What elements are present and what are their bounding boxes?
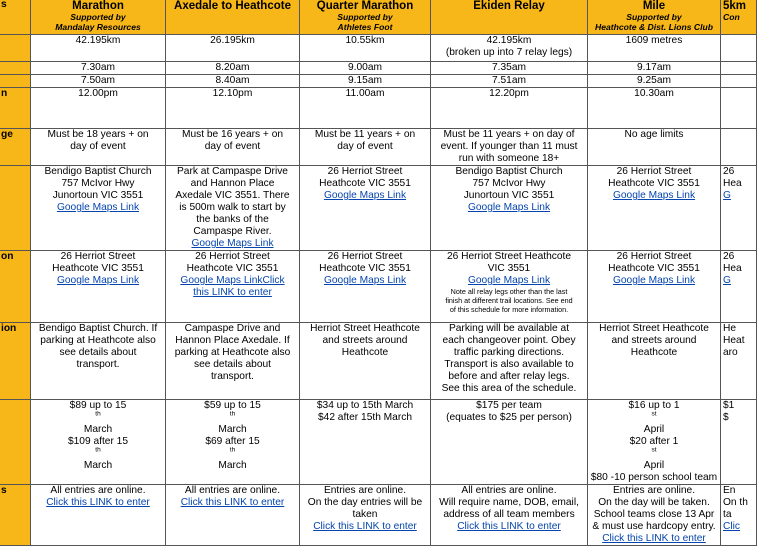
address-line: 757 McIvor Hwy <box>472 178 546 189</box>
row-label: n <box>0 88 31 129</box>
age-text: Must be 18 years + on <box>47 129 149 140</box>
start-location-cell <box>166 166 300 251</box>
fee-line <box>168 436 297 472</box>
parking-line: each changeover point. Obey <box>442 335 576 346</box>
parking-row <box>0 323 757 400</box>
parking-cell <box>300 323 431 400</box>
fee-line <box>168 400 297 436</box>
address-line: Hea <box>723 263 742 274</box>
row-label: s <box>0 485 31 546</box>
parking-line: Parking will be available at <box>448 323 570 334</box>
age-cell <box>31 129 166 166</box>
time-text: 8.20am <box>215 62 250 73</box>
age-text: day of event <box>337 141 393 152</box>
fee-amount: $109 after 15 <box>67 436 129 447</box>
google-maps-link[interactable]: Google Maps LinkClick <box>180 275 285 286</box>
start-location-cell <box>431 166 588 251</box>
fee-line <box>33 400 163 436</box>
row-label: ion <box>0 323 31 400</box>
address-line: Junortoun VIC 3551 <box>463 190 555 201</box>
entry-cell <box>31 485 166 546</box>
parking-cell <box>431 323 588 400</box>
address-line: Heathcote VIC 3551 <box>608 178 700 189</box>
google-maps-link[interactable]: Google Maps Link <box>323 275 407 286</box>
distance-cell <box>588 35 721 62</box>
sponsor-line: Con <box>723 12 740 22</box>
time-cell <box>588 75 721 88</box>
start-location-cell <box>31 166 166 251</box>
fee-cell <box>431 400 588 485</box>
event-header <box>431 0 588 35</box>
row-label: on <box>0 251 31 323</box>
parking-line: Heat <box>723 335 745 346</box>
time-text: 12.10pm <box>212 88 253 99</box>
age-row <box>0 129 757 166</box>
time-cell <box>166 75 300 88</box>
google-maps-link[interactable]: Google Maps Link <box>191 238 274 249</box>
google-maps-link[interactable]: Google Maps Link <box>56 275 140 286</box>
event-title: 5km <box>723 0 747 12</box>
distance-row <box>0 35 757 62</box>
fee-amount: $59 up to 15 <box>204 400 261 411</box>
time-cell <box>31 88 166 129</box>
event-header <box>300 0 431 35</box>
address-line: is 500m walk to start by <box>179 202 286 213</box>
address-line: Heathcote VIC 3551 <box>608 263 700 274</box>
age-text: event. If younger than 11 must <box>440 141 578 152</box>
finish-location-cell <box>166 251 300 323</box>
time-cell <box>588 62 721 75</box>
time-text: 9.25am <box>637 75 671 86</box>
age-text: Must be 11 years + on <box>314 129 416 140</box>
age-text: run with someone 18+ <box>458 153 560 164</box>
finish-row <box>0 251 757 323</box>
fee-line: $34 up to 15th March <box>316 400 414 411</box>
age-text: Must be 16 years + on <box>181 129 284 140</box>
age-text: day of event <box>70 141 126 152</box>
row-label: s <box>0 0 31 35</box>
distance-text: 42.195km <box>486 35 532 46</box>
distance-cell <box>166 35 300 62</box>
time-text: 7.51am <box>492 75 526 86</box>
time-row-2 <box>0 75 757 88</box>
entry-line: On the day entries will be <box>307 497 423 508</box>
parking-line: see details about <box>193 359 272 370</box>
fee-line: (equates to $25 per person) <box>446 412 572 423</box>
entry-line: All entries are online. <box>50 485 146 496</box>
time-text: 7.50am <box>81 75 115 86</box>
event-title: Marathon <box>72 0 124 12</box>
sponsor-line: Athletes Foot <box>337 21 393 32</box>
time-cell <box>721 75 757 88</box>
fee-period: March <box>83 460 113 471</box>
fee-line <box>590 400 718 436</box>
sponsor-line: Supported by <box>337 12 393 22</box>
parking-line: Transport is also available to <box>444 359 574 370</box>
time-text: 7.30am <box>81 62 115 73</box>
event-title: Mile <box>642 0 666 12</box>
distance-text: 42.195km <box>75 35 121 46</box>
time-cell <box>721 88 757 129</box>
time-cell <box>31 62 166 75</box>
parking-line: and streets around <box>322 335 408 346</box>
fee-cell <box>721 400 757 485</box>
entry-line: Entries are online. <box>612 485 696 496</box>
entry-line: taken <box>352 509 378 520</box>
parking-line: parking at Heathcote also <box>174 347 291 358</box>
distance-text: 26.195km <box>210 35 255 46</box>
address-line: Hea <box>723 178 742 189</box>
fee-amount: $16 up to 1 <box>628 400 680 411</box>
fee-period: April <box>643 460 665 471</box>
entry-link[interactable]: Click this LINK to enter <box>180 497 285 508</box>
ordinal-suffix: st <box>651 446 657 454</box>
parking-cell <box>588 323 721 400</box>
row-label <box>0 35 31 62</box>
parking-line: Heathcote <box>341 347 389 358</box>
sponsor-line: Heathcote & Dist. Lions Club <box>595 21 713 32</box>
event-header <box>588 0 721 35</box>
time-cell <box>166 62 300 75</box>
address-line: 757 McIvor Hwy <box>61 178 135 189</box>
distance-cell <box>431 35 588 62</box>
time-text: 11.00am <box>345 88 385 99</box>
fee-line: $42 after 15th March <box>317 412 412 423</box>
address-line: 26 Herriot Street <box>616 166 692 177</box>
row-label: ge <box>0 129 31 166</box>
entry-link[interactable]: Click this LINK to enter <box>457 521 561 532</box>
entry-line: ta <box>723 509 732 520</box>
ordinal-suffix: th <box>229 446 236 454</box>
finish-note: finish at different trail locations. See end <box>445 296 573 305</box>
entry-line: All entries are online. <box>461 485 557 496</box>
age-cell <box>300 129 431 166</box>
address-line: 26 Herriot Street <box>327 166 403 177</box>
sponsor-line: Mandalay Resources <box>55 21 141 32</box>
address-line: Heathcote VIC 3551 <box>52 263 144 274</box>
parking-line: before and after relay legs. <box>448 371 570 382</box>
parking-line: and streets around <box>611 335 697 346</box>
entry-cell <box>166 485 300 546</box>
entry-line: On the day will be taken. <box>598 497 710 508</box>
google-maps-link[interactable]: G <box>723 275 731 286</box>
entry-link[interactable]: Click this LINK to enter <box>313 521 417 532</box>
address-line: 26 Herriot Street Heathcote <box>446 251 571 262</box>
entry-link[interactable]: Click this LINK to enter <box>46 497 150 508</box>
age-text: Must be 11 years + on day of <box>443 129 575 140</box>
header-row <box>0 0 757 35</box>
fee-line: $ <box>723 412 729 423</box>
address-line: the banks of the <box>196 214 269 225</box>
address-line: 26 Herriot Street <box>327 251 403 262</box>
google-maps-link[interactable]: G <box>723 190 731 201</box>
time-cell <box>431 75 588 88</box>
parking-line: aro <box>723 347 738 358</box>
parking-line: traffic parking directions. <box>453 347 565 358</box>
time-row-1 <box>0 62 757 75</box>
address-line: 26 Herriot Street <box>60 251 136 262</box>
fee-amount: $69 after 15 <box>205 436 260 447</box>
finish-note: Note all relay legs other than the last <box>450 287 568 296</box>
age-cell <box>431 129 588 166</box>
time-cell <box>31 75 166 88</box>
parking-line: Hannon Place Axedale. If <box>175 335 290 346</box>
fee-line: $175 per team <box>476 400 542 411</box>
event-title: Axedale to Heathcote <box>174 0 291 12</box>
parking-line: see details about <box>59 347 137 358</box>
entry-line: School teams close 13 Apr <box>593 509 715 520</box>
fee-period: April <box>643 424 665 435</box>
finish-location-cell <box>721 251 757 323</box>
distance-text: (broken up into 7 relay legs) <box>445 47 573 58</box>
start-row <box>0 166 757 251</box>
sponsor-line: Supported by <box>70 12 126 22</box>
ordinal-suffix: st <box>651 410 657 418</box>
time-text: 12.00pm <box>78 88 118 99</box>
event-title: Quarter Marathon <box>316 0 414 12</box>
address-line: Axedale VIC 3551. There <box>175 190 290 201</box>
time-cell <box>431 62 588 75</box>
google-maps-link[interactable]: Google Maps Link <box>323 190 407 201</box>
time-cell <box>588 88 721 129</box>
fee-period: March <box>218 460 247 471</box>
google-maps-link[interactable]: Google Maps Link <box>56 202 140 213</box>
time-text: 8.40am <box>215 75 250 86</box>
entry-link[interactable]: Clic <box>723 521 740 532</box>
time-cell <box>300 88 431 129</box>
parking-cell <box>31 323 166 400</box>
sponsor-line: Supported by <box>626 12 682 22</box>
parking-line: Bendigo Baptist Church. If <box>38 323 158 334</box>
address-line: Heathcote VIC 3551 <box>319 263 411 274</box>
event-header <box>31 0 166 35</box>
time-text: 12.20pm <box>489 88 529 99</box>
ordinal-suffix: th <box>95 410 101 418</box>
finish-location-cell <box>431 251 588 323</box>
time-text: 7.35am <box>492 62 526 73</box>
address-line: Park at Campaspe Drive <box>177 166 288 177</box>
google-maps-link[interactable]: Google Maps Link <box>612 190 696 201</box>
address-line: Heathcote VIC 3551 <box>319 178 411 189</box>
parking-cell <box>721 323 757 400</box>
fee-cell <box>166 400 300 485</box>
time-cell <box>300 75 431 88</box>
distance-cell <box>721 35 757 62</box>
google-maps-link[interactable]: Google Maps Link <box>467 202 551 213</box>
address-line: 26 Herriot Street <box>195 251 270 262</box>
google-maps-link[interactable]: Google Maps Link <box>467 275 551 286</box>
row-label <box>0 75 31 88</box>
address-line: 26 Herriot Street <box>616 251 692 262</box>
parking-line: Heathcote <box>630 347 678 358</box>
time-text: 9.00am <box>348 62 382 73</box>
age-cell <box>721 129 757 166</box>
entry-row <box>0 485 757 546</box>
entry-line: address of all team members <box>443 509 575 520</box>
entry-line: En <box>723 485 736 496</box>
start-location-cell <box>588 166 721 251</box>
address-line: VIC 3551 <box>487 263 531 274</box>
age-cell <box>588 129 721 166</box>
event-title: Ekiden Relay <box>473 0 545 12</box>
row-label <box>0 62 31 75</box>
entry-cell <box>588 485 721 546</box>
time-cell <box>431 88 588 129</box>
time-text: 9.17am <box>637 62 671 73</box>
parking-line: Campaspe Drive and <box>184 323 281 334</box>
entry-link[interactable]: Click this LINK to enter <box>602 533 706 544</box>
event-header <box>166 0 300 35</box>
start-location-cell <box>721 166 757 251</box>
fee-cell <box>300 400 431 485</box>
entry-cell <box>431 485 588 546</box>
age-text: No age limits <box>624 129 684 140</box>
finish-location-cell <box>31 251 166 323</box>
parking-line: He <box>723 323 737 334</box>
entry-line: All entries are online. <box>184 485 281 496</box>
fee-line <box>590 436 718 472</box>
fee-row <box>0 400 757 485</box>
google-maps-link[interactable]: Google Maps Link <box>612 275 696 286</box>
parking-line: See this area of the schedule. <box>441 383 577 394</box>
time-text: 9.15am <box>348 75 382 86</box>
parking-line: transport. <box>210 371 255 382</box>
finish-location-cell <box>588 251 721 323</box>
finish-location-cell <box>300 251 431 323</box>
address-line: Heathcote VIC 3551 <box>186 263 279 274</box>
fee-line <box>33 436 163 472</box>
parking-cell <box>166 323 300 400</box>
row-label <box>0 166 31 251</box>
address-line: Campaspe River. <box>193 226 272 237</box>
distance-cell <box>300 35 431 62</box>
entry-link[interactable]: this LINK to enter <box>193 287 272 298</box>
fee-period: March <box>218 424 247 435</box>
time-cell <box>300 62 431 75</box>
parking-line: parking at Heathcote also <box>40 335 156 346</box>
distance-text: 1609 metres <box>625 35 683 46</box>
time-cell <box>166 88 300 129</box>
parking-line: Herriot Street Heathcote <box>310 323 420 334</box>
parking-line: Herriot Street Heathcote <box>599 323 709 334</box>
age-cell <box>166 129 300 166</box>
event-header <box>721 0 757 35</box>
finish-note: of this schedule for more information. <box>449 305 569 314</box>
time-text: 10.30am <box>634 88 674 99</box>
address-line: Bendigo Baptist Church <box>44 166 152 177</box>
address-line: 26 <box>723 166 735 177</box>
address-line: Bendigo Baptist Church <box>455 166 563 177</box>
entry-line: On th <box>723 497 748 508</box>
address-line: and Hannon Place <box>190 178 275 189</box>
fee-cell <box>31 400 166 485</box>
ordinal-suffix: th <box>95 446 101 454</box>
address-line: Junortoun VIC 3551 <box>52 190 144 201</box>
fee-amount: $20 after 1 <box>629 436 679 447</box>
entry-cell <box>721 485 757 546</box>
fee-cell <box>588 400 721 485</box>
distance-cell <box>31 35 166 62</box>
ordinal-suffix: th <box>229 410 236 418</box>
fee-amount: $89 up to 15 <box>69 400 127 411</box>
time-cell <box>721 62 757 75</box>
address-line: 26 <box>723 251 735 262</box>
fee-period: March <box>83 424 113 435</box>
row-label <box>0 400 31 485</box>
entry-line: Entries are online. <box>323 485 407 496</box>
distance-text: 10.55km <box>345 35 385 46</box>
fee-line: $80 -10 person school team <box>590 472 718 483</box>
fee-line: $1 <box>723 400 735 411</box>
age-text: day of event <box>204 141 261 152</box>
entry-line: & must use hardcopy entry. <box>592 521 716 532</box>
entry-cell <box>300 485 431 546</box>
parking-line: transport. <box>76 359 120 370</box>
start-location-cell <box>300 166 431 251</box>
time-row-3 <box>0 88 757 129</box>
entry-line: Will require name, DOB, email, <box>439 497 579 508</box>
